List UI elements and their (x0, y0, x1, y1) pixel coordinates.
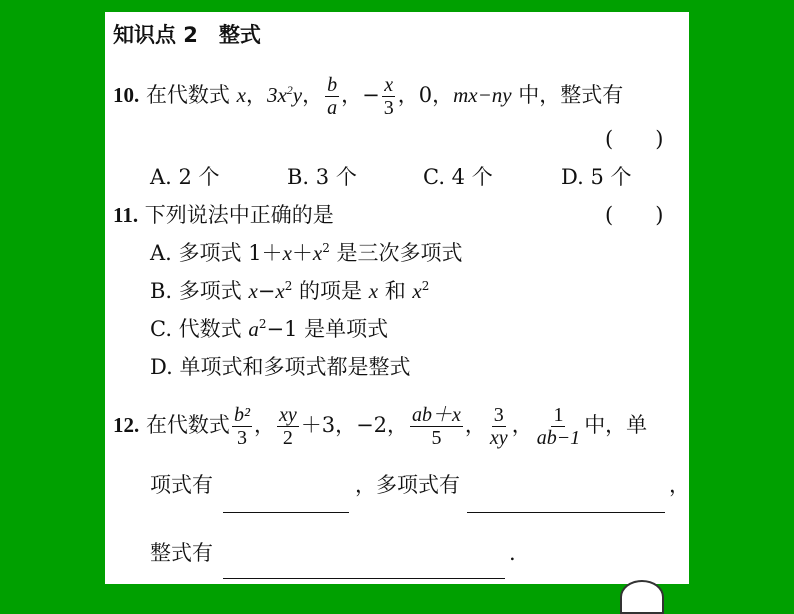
comma: ， (302, 83, 324, 107)
option-a[interactable]: A. 多项式 $1+x+x^2$ 是三次多项式 (150, 241, 463, 265)
expr-3x2y: $3x^2y$ (266, 83, 303, 107)
option-d[interactable]: D. 5 个 (561, 165, 632, 189)
minus-sign: − (362, 83, 380, 107)
fraction-x-over-3: $\frac{x}{3}$ (383, 74, 394, 119)
answer-paren[interactable]: ( ) (605, 127, 664, 151)
period: . (509, 541, 516, 565)
label-monomials: 项式有 (150, 473, 213, 497)
option-c[interactable]: C. 4 个 (423, 165, 493, 189)
option-b[interactable]: B. 多项式 $x-x^2$ 的项是 x 和 $x^2$ (150, 279, 430, 303)
section-title: 知识点 2 整式 (113, 23, 261, 47)
label-polynomials: ，多项式有 (355, 473, 460, 497)
fraction-abx-over-5: $\frac{ab+x}{5}$ (412, 404, 461, 449)
comma: ， (669, 473, 690, 497)
question-number: 11. (113, 203, 139, 227)
comma: ， (432, 83, 454, 107)
label-integral-expressions: 整式有 (150, 541, 213, 565)
question-number: 12. (113, 413, 140, 437)
expr-x: x (236, 83, 246, 107)
blank-integral-expressions[interactable] (223, 578, 505, 579)
expr-mx-ny: mx−ny (453, 83, 512, 107)
fraction-1-over-ab-1: $\frac{1}{ab-1}$ (536, 404, 581, 449)
stem-text: 在代数式 (145, 83, 230, 107)
blank-monomials[interactable] (223, 512, 349, 513)
question-11-stem: 11. 下列说法中正确的是 (113, 203, 334, 227)
expr-zero: 0 (418, 83, 433, 107)
fraction-b-over-a: $\frac{b}{a}$ (327, 74, 338, 119)
comma: ， (245, 83, 267, 107)
option-a[interactable]: A. 2 个 (150, 165, 220, 189)
option-b[interactable]: B. 3 个 (287, 165, 357, 189)
option-d[interactable]: D. 单项式和多项式都是整式 (150, 355, 411, 379)
fraction-b2-over-3: $\frac{\text{b²}}{3}$ (233, 404, 250, 449)
stem-text: 中，整式有 (518, 83, 624, 107)
question-number: 10. (113, 83, 140, 107)
option-c[interactable]: C. 代数式 $a^2-1$ 是单项式 (150, 317, 389, 341)
comma: ， (341, 83, 363, 107)
question-12-stem: 12. 在代数式 $\frac{\text{b²}}{3}$ ， $\frac{xy}{2}$ ＋3，−2， $\frac{ab+x}{5}$ ， $\frac{3}{xy}$ ， $\frac{1}{ab-1}$ 中，单 (113, 404, 648, 449)
comma: ， (397, 83, 419, 107)
blank-polynomials[interactable] (467, 512, 665, 513)
fraction-3-over-xy: $\frac{3}{xy}$ (489, 404, 508, 449)
worksheet (105, 12, 689, 584)
answer-paren[interactable]: ( ) (605, 203, 664, 227)
fraction-xy-over-2: $\frac{xy}{2}$ (278, 404, 297, 449)
cartoon-decoration-icon (620, 580, 664, 614)
question-10-stem (113, 74, 623, 119)
